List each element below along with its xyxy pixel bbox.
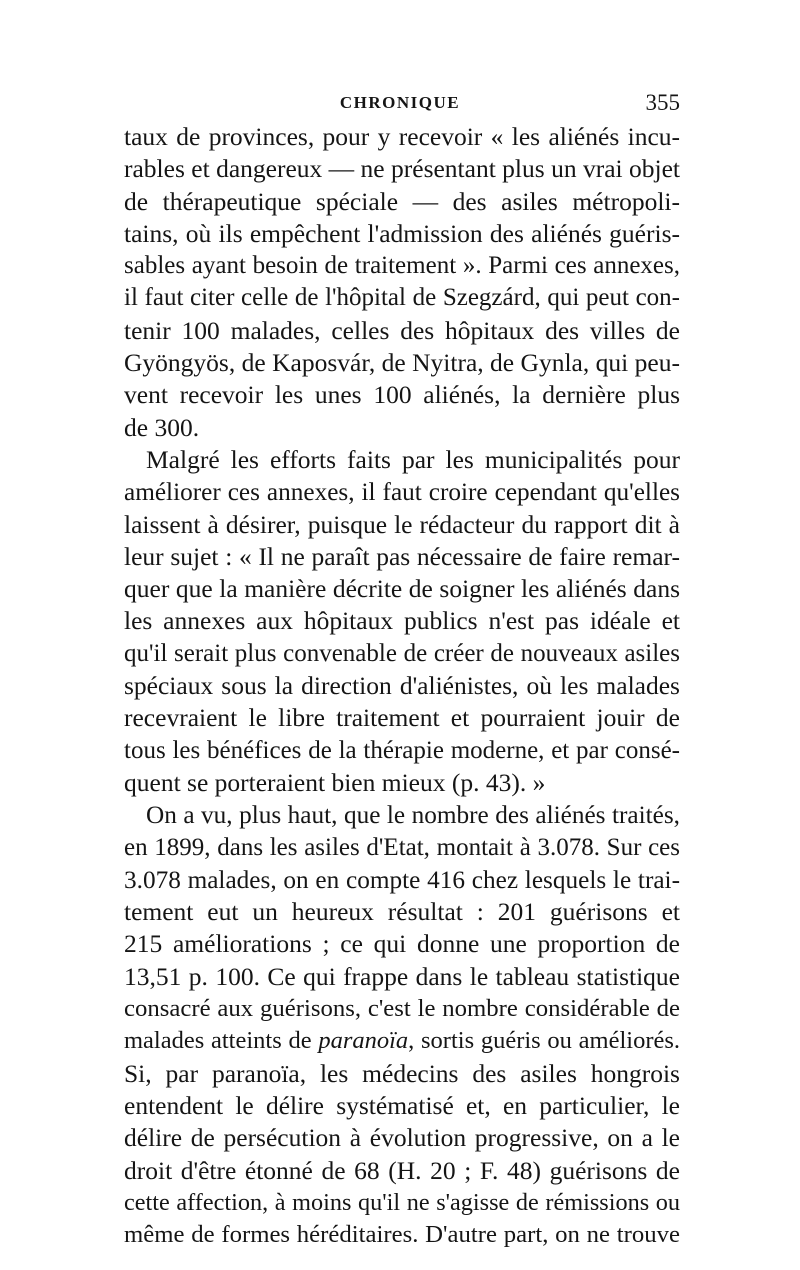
text-line: sables ayant besoin de traitement ». Parmi ces annexes, <box>124 252 680 280</box>
text-line: de thérapeutique spéciale — des asiles métropoli- <box>124 186 680 216</box>
text-line: consacré aux guérisons, c'est le nombre considérable de <box>124 995 680 1023</box>
text-line: rables et dangereux — ne présentant plus un vrai objet <box>124 154 680 184</box>
text-line: spéciaux sous la direction d'aliénistes, où les malades <box>124 671 680 701</box>
text-line: tains, où ils empêchent l'admission des aliénés guéris- <box>124 218 680 248</box>
text-line: 13,51 p. 100. Ce qui frappe dans le tableau statistique <box>124 961 680 991</box>
text-line: il faut citer celle de l'hôpital de Szegzárd, qui peut con- <box>124 284 680 312</box>
text-line: même de formes héréditaires. D'autre part, on ne trouve <box>124 1221 680 1249</box>
text-line: les annexes aux hôpitaux publics n'est pas idéale et <box>124 606 680 636</box>
text-line: délire de persécution à évolution progressive, on a le <box>124 1123 680 1153</box>
text-line: droit d'être étonné de 68 (H. 20 ; F. 48) guérisons de <box>124 1155 680 1185</box>
text-line: recevraient le libre traitement et pourraient jouir de <box>124 703 680 733</box>
text-line: leur sujet : « Il ne paraît pas nécessaire de faire remar- <box>124 541 680 571</box>
text-line: cette affection, à moins qu'il ne s'agisse de rémissions ou <box>124 1188 680 1216</box>
text-line: qu'il serait plus convenable de créer de nouveaux asiles <box>124 639 680 667</box>
text-line: Si, par paranoïa, les médecins des asiles hongrois <box>124 1058 680 1088</box>
text-line: vent recevoir les unes 100 aliénés, la dernière plus <box>124 380 680 410</box>
text-line: quent se porteraient bien mieux (p. 43). » <box>124 767 546 797</box>
text-line: Gyöngyös, de Kaposvár, de Nyitra, de Gynla, qui peu- <box>124 348 680 378</box>
text-line <box>124 1025 680 1057</box>
text-line: quer que la manière décrite de soigner les aliénés dans <box>124 574 680 604</box>
text-line: Malgré les efforts faits par les municipalités pour <box>146 444 680 474</box>
text-line: entendent le délire systématisé et, en particulier, le <box>124 1090 680 1120</box>
text-line: 3.078 malades, on en compte 416 chez lesquels le trai- <box>124 865 680 894</box>
body-text <box>124 121 680 1251</box>
text-line: en 1899, dans les asiles d'Etat, montait à 3.078. Sur ces <box>124 833 680 861</box>
text-line: tous les bénéfices de la thérapie moderne, et par consé- <box>124 736 680 764</box>
text-line: 215 améliorations ; ce qui donne une proportion de <box>124 929 680 959</box>
text-line: On a vu, plus haut, que le nombre des aliénés traités, <box>146 801 680 830</box>
italic-term: paranoïa <box>318 1027 409 1055</box>
text-line: tement eut un heureux résultat : 201 guérisons et <box>124 897 680 927</box>
text-line: améliorer ces annexes, il faut croire cependant qu'elles <box>124 478 680 507</box>
text-line: laissent à désirer, puisque le rédacteur du rapport dit à <box>124 509 680 539</box>
page-number: 355 <box>645 90 680 115</box>
text-line: taux de provinces, pour y recevoir « les aliénés incu- <box>124 122 680 151</box>
text-line: de 300. <box>124 412 200 442</box>
text-segment: malades atteints de <box>124 1027 319 1055</box>
running-head <box>120 88 680 118</box>
text-segment: , sortis guéris ou améliorés. <box>408 1027 681 1055</box>
running-title: CHRONIQUE <box>339 93 461 112</box>
text-line: tenir 100 malades, celles des hôpitaux des villes de <box>124 315 680 345</box>
